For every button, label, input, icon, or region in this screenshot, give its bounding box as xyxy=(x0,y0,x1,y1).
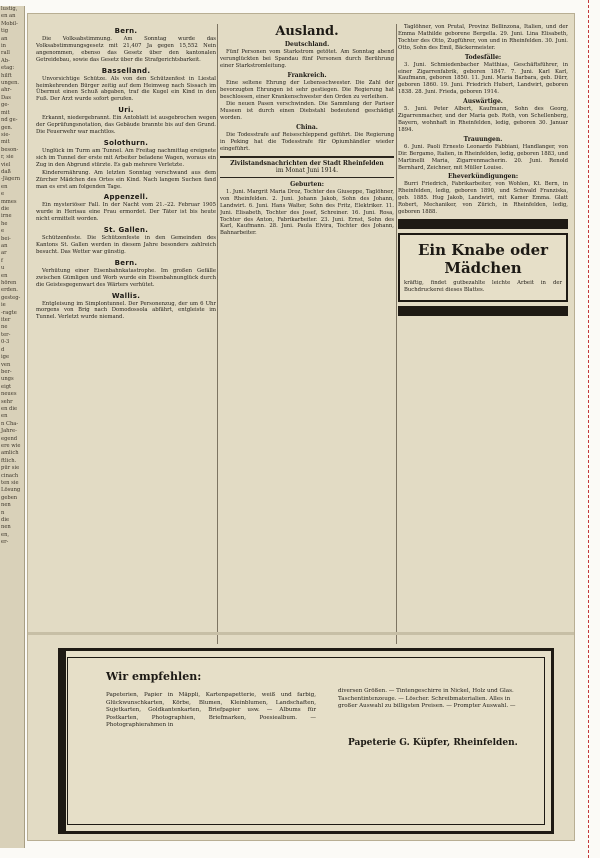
red-margin-line xyxy=(588,0,590,858)
strip-line: ahr- xyxy=(1,87,12,94)
eheverkuendigungen-list: Burri Friedrich, Fabrikarbeiter, von Wohlen, Kt. Bern, in Rheinfelden, ledig, geboren 1890, und Schwald Franziska, geb. 1885. Hug Jakob, Landwirt, mit Kamer Emma. Glatt Robert, Mechaniker, von Zürich, in Rheinfelden, ledig, geboren 1888. xyxy=(398,181,568,216)
article-eisenbahn: Verhütung einer Eisenbahnkatastrophe. Im großen Gefälle zwischen Gümligen und Worb wurde ein Eisenbahnunglück durch die Geistesgegenwart des Wärters verhütet. xyxy=(36,267,216,288)
trauungen-list: 6. Juni. Paoli Ernesto Leonardo Fabbiani, Handlanger, von Dir. Bergamo, Italien, in Rheinfelden, ledig, geboren 1883, und Martinelli Maria, Zigarrenmacherin. 20. Juni. Renold Bernhard, Zeichner, mit Müller Louise. xyxy=(398,143,568,171)
strip-line: geben xyxy=(1,494,18,501)
strip-line: an xyxy=(1,35,8,42)
strip-line: neues xyxy=(1,391,17,398)
section-heading-bern: Bern. xyxy=(114,27,138,35)
column-rule xyxy=(217,24,218,644)
strip-line: Mobil- xyxy=(1,20,18,27)
strip-line: ber- xyxy=(1,368,12,375)
strip-line: en xyxy=(1,413,8,420)
civil-registry-box xyxy=(220,156,394,178)
auswaertige-list: 5. Juni. Peter Albert, Kaufmann, Sohn des Georg, Zigarrenmacher, und der Maria geb. Roth, von Schellenberg, Bayern, wohnhaft in Rheinfelden, ledig, geboren 30. Januar 1894. xyxy=(398,106,568,133)
section-heading-uri: Uri. xyxy=(118,106,134,115)
strip-line: cinach xyxy=(1,472,19,479)
strip-line: u xyxy=(1,265,5,272)
newspaper-page xyxy=(28,14,574,840)
strip-line: -ragte xyxy=(1,309,17,316)
strip-line: er- xyxy=(1,539,9,546)
strip-line: Ab- xyxy=(1,57,10,64)
strip-line: ige xyxy=(1,354,10,361)
strip-line: ere wie xyxy=(1,442,21,449)
strip-line: en xyxy=(1,272,8,279)
adjacent-page-strip xyxy=(0,6,25,848)
strip-line: e xyxy=(1,191,5,198)
births-list: 1. Juni. Margrit Maria Droz, Tochter des Giuseppe, Taglöhner, von Rheinfelden. 2. Juni. Johann Jakob, Sohn des Johann, Landwirt. 6. Juni. Hans Walter, Sohn des Fritz, Elektriker. 11. Juni. Elisabeth, Tochter des Josef, Schreiner. 16. Juni. Rosa, Tochter des Anton, Fabrikarbeiter. 23. Juni. Ernst, Sohn des Karl, Kaufmann. 28. Juni. Paula Elvira, Tochter des Johann, Bahnarbeiter. xyxy=(220,188,394,237)
civil-registry-title: Zivilstandsnachrichten der Stadt Rheinfelden xyxy=(230,159,384,167)
subheading-china: China. xyxy=(296,124,318,132)
strip-line: gesteg- xyxy=(1,294,21,301)
births-continued: Taglöhner, von Prutal, Provinz Bellinzona, Italien, und der Emma Mathilde geborene Bergella. 29. Juni. Lina Elisabeth, Tochter des Otto, Zugführer, von und in Rheinfelden. 30. Juni. Otto, Sohn des Emil, Bäckermeister. xyxy=(398,24,568,51)
strip-line: n Cha- xyxy=(1,420,19,427)
strip-line: f xyxy=(1,257,3,264)
strip-line: viel xyxy=(1,161,11,168)
strip-line: -Jägern xyxy=(1,176,21,183)
column-rule xyxy=(396,24,397,644)
strip-line: irne xyxy=(1,213,12,220)
page-fold-line xyxy=(28,632,574,635)
column-right xyxy=(398,24,568,646)
black-rule xyxy=(398,219,568,229)
column-left xyxy=(36,24,216,646)
subheading-frankreich: Frankreich. xyxy=(287,71,327,79)
article-solothurn: Unglück im Turm am Tunnel. Am Freitag nachmittag ereignete sich im Tunnel der erste mit Arbeiter beladene Wagen, woraus ein Zug in den Abgrund stürzte. Es gab mehrere Verletzte. xyxy=(36,147,216,168)
strip-line: en an xyxy=(1,13,16,20)
article-china: Die Todesstrafe auf Reiseschleppend geführt. Die Regierung in Peking hat die Todesstrafe für Opiumhändler wieder eingeführt. xyxy=(220,132,394,152)
section-heading-appenzell: Appenzell. xyxy=(103,193,149,202)
strip-line: etag: xyxy=(1,65,15,72)
strip-line: erden. xyxy=(1,287,18,294)
strip-line: ten sie xyxy=(1,480,19,486)
civil-registry-subtitle: im Monat Juni 1914. xyxy=(275,167,339,175)
strip-line: Das xyxy=(1,94,11,101)
papeterie-company-name: Papeterie G. Küpfer, Rheinfelden. xyxy=(348,738,518,748)
strip-line: amlich xyxy=(1,450,19,457)
article-st-gallen: Schützenfeste. Die Schützenfeste in den Gemeinden des Kantons St. Gallen werden in diesem Jahre besonders zahlreich besucht. Das Wetter war günstig. xyxy=(36,235,216,255)
column-middle xyxy=(220,24,394,646)
strip-line: he xyxy=(1,220,8,227)
article-simplon: Entgleisung im Simplontunnel. Der Personenzug, der um 6 Uhr morgens von Brig nach Domodossola abfährt, entgleiste im Tunnel. Verletzt wurde niemand. xyxy=(36,300,216,321)
strip-line: lustig, xyxy=(1,6,18,12)
strip-line: die xyxy=(1,517,10,524)
strip-line: beson- xyxy=(1,146,19,153)
strip-line: ne xyxy=(1,324,8,331)
strip-line: ar xyxy=(1,250,7,257)
section-heading-wallis: Wallis. xyxy=(111,291,141,300)
article-appenzell: Ein mysteriöser Fall. In der Nacht vom 21.–22. Februar 1905 wurde in Herisau eine Frau ermordet. Der Täter ist bis heute nicht ermittelt worden. xyxy=(36,202,216,223)
strip-line: die xyxy=(1,205,10,212)
strip-line: nen xyxy=(1,502,11,509)
strip-line: hören xyxy=(1,280,17,287)
black-rule xyxy=(398,306,568,316)
strip-line: mit xyxy=(1,109,10,116)
strip-line: an xyxy=(1,243,8,249)
strip-line: n xyxy=(1,509,5,516)
papeterie-ad xyxy=(58,648,554,834)
section-heading-baselland: Basselland. xyxy=(101,66,151,75)
strip-line: Lösung xyxy=(1,487,21,494)
strip-line: hilft xyxy=(1,72,12,79)
strip-line: ungs xyxy=(1,376,14,383)
trauungen-heading: Trauungen. xyxy=(463,135,503,143)
strip-line: pür sie xyxy=(1,465,20,472)
births-heading: Geburten: xyxy=(290,180,324,188)
papeterie-ad-right-text: diversen Größen. — Tintengeschirre in Nickel, Holz und Glas. Taschentintenzeuge. — Löscher. Schreibmaterialien. Alles in großer Auswahl zu billigsten Preisen. — Prompter Auswahl. — xyxy=(338,688,516,710)
strip-line: en, xyxy=(1,531,10,538)
strip-line: ftlich. xyxy=(1,457,17,464)
strip-line: en xyxy=(1,183,8,190)
strip-line: Jahre- xyxy=(1,428,17,435)
strip-line: mit xyxy=(1,139,10,146)
ad-border-bar xyxy=(58,651,66,831)
strip-line: nen xyxy=(1,524,11,531)
article-volksabstimmung: Die Volksabstimmung. Am Sonntag wurde das Volksabstimmungsgesetz mit 21,407 Ja gegen 15,552 Nein angenommen, ebenso das Gesetz über den kantonalen Getreidebau, sowie das Gesetz über die Strafgerichtsbarkeit. xyxy=(36,36,216,63)
papeterie-ad-left-text: Papeterien, Papier in Mäppli, Kartenpapetterie, weiß und farbig, Glückwunschkarten, Körbe, Blumen, Kleinblumen, Landschaften, Sujetkarten, Goldkantenkarten, Briefpapier usw. — Albums für Postkarten, Photographien, Briefmarken, Poesiealbum. — Photographierahmen in xyxy=(106,692,316,729)
strip-line: r, sie xyxy=(1,154,14,161)
auswaertige-heading: Auswärtige. xyxy=(463,98,503,106)
article-uri: Erkannt, niedergebrannt. Ein Antoblatt ist ausgebrochen wegen der Geprüfungsnotation, das Gebäude brannte bis auf den Grund. Die Feuerwehr war machtlos. xyxy=(36,115,216,136)
section-heading-bern-2: Bern. xyxy=(114,258,138,267)
papeterie-ad-title: Wir empfehlen: xyxy=(106,670,202,683)
deaths-heading: Todesfälle: xyxy=(464,53,502,61)
strip-line: iter xyxy=(1,317,11,324)
strip-line: sehr xyxy=(1,398,13,405)
ad-inner-frame xyxy=(67,657,545,825)
strip-line: ven xyxy=(1,361,11,368)
eheverkuendigungen-heading: Eheverkündigungen: xyxy=(447,173,519,181)
deaths-list: 3. Juni. Schmiedenbacher Matthias, Geschäftsführer, in einer Zigarrenfabrik, geboren 1847. 7. Juni. Karl Karl, Kaufmann, geboren 1850. 11. Juni. Maria Barbara, geb. Dürr, geboren 1860. 19. Juni. Friedrich Hubert, Landwirt, geboren 1838. 28. Juni. Frieda, geboren 1914. xyxy=(398,61,568,96)
ausland-title: Ausland. xyxy=(275,24,339,39)
strip-line: d xyxy=(1,346,5,353)
section-heading-solothurn: Solothurn. xyxy=(103,138,149,147)
strip-line: mmes xyxy=(1,198,17,205)
strip-line: bei- xyxy=(1,235,11,242)
strip-line: gen. xyxy=(1,124,13,131)
article-ehrung: Eine seltene Ehrung der Lebensschwester. Die Zahl der bevorzugten Ehrungen ist sehr gestiegen. Die Regierung hat beschlossen, einer Krankenschwester den Orden zu verleihen. xyxy=(220,79,394,100)
strip-line: rall xyxy=(1,50,10,57)
strip-line: ter- xyxy=(1,331,11,338)
strip-line: 0-3 xyxy=(1,339,10,346)
strip-line: ungen. xyxy=(1,80,20,87)
strip-line: ge- xyxy=(1,102,10,109)
article-starkstrom: Fünf Personen vom Starkstrom getötet. Am Sonntag abend verunglückten bei Spandau fünf Personen durch Berührung einer Starkstromleitung. xyxy=(220,49,394,69)
strip-line: egend xyxy=(1,435,18,442)
strip-line: ie xyxy=(1,302,6,309)
strip-line: sie- xyxy=(1,131,11,138)
job-ad-box xyxy=(398,233,568,302)
strip-line: tig xyxy=(1,28,9,35)
job-ad-text: kräftig, findet gutbezahlte leichte Arbeit in der Buchdruckerei dieses Blattes. xyxy=(404,279,562,293)
job-ad-title: Ein Knabe oder Mädchen xyxy=(417,240,549,277)
section-heading-st-gallen: St. Gallen. xyxy=(103,226,149,235)
strip-line: en die xyxy=(1,405,18,412)
article-kinder: Kinderernährung. Am letzten Sonntag verschwand aus dem Zürcher Mädchen des Ortes ein Kind. Nach langem Suchen fand man es erst am folgenden Tage. xyxy=(36,169,216,190)
strip-line: daß xyxy=(1,168,11,175)
strip-line: eigt xyxy=(1,383,12,390)
subheading-deutschland: Deutschland. xyxy=(284,41,330,48)
strip-line: in xyxy=(1,43,7,50)
article-schuetze: Unvorsichtige Schütze. Als von den Schützenfest in Liestal heimkehrenden Bürger zeitig auf dem Heimweg nach Sissach im Übermut einen Schuß abgaben, traf die Kugel ein Kind in den Fuß. Der Arzt wurde sofort gerufen. xyxy=(36,75,216,103)
article-pasen: Die neuen Pasen verschwinden. Die Sammlung der Pariser Museen ist durch einen Diebstahl bedeutend geschädigt worden. xyxy=(220,101,394,122)
strip-line: e xyxy=(1,228,5,235)
strip-line: nd ge- xyxy=(1,117,18,124)
